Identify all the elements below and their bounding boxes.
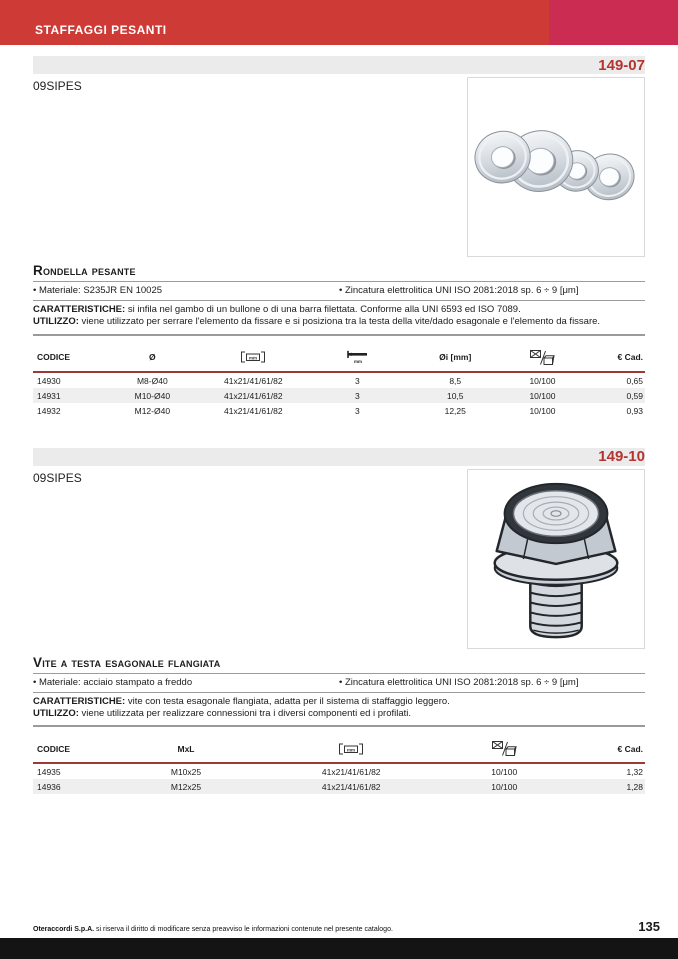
- product-row: [33, 469, 645, 649]
- table-cell: 10/100: [529, 405, 556, 416]
- column-header: Ø: [97, 343, 207, 372]
- table-cell: M12-Ø40: [134, 405, 171, 416]
- spec-bullets: [33, 282, 645, 301]
- table-row: [33, 372, 645, 388]
- table-header-row: [33, 343, 645, 372]
- svg-text:mm: mm: [354, 359, 363, 365]
- column-header-width-mm-icon: [266, 734, 437, 763]
- table-cell: 41x21/41/61/82: [224, 375, 283, 386]
- table-cell: 10/100: [491, 767, 518, 778]
- column-header-packaging-icon: [437, 734, 572, 763]
- table-cell: 1,32: [626, 767, 643, 778]
- footer-disclaimer: Oteraccordi S.p.A. si riserva il diritto di modificare senza preavviso le informazioni contenute nel presente catalogo.: [33, 926, 393, 933]
- ref-code: 149-07: [598, 56, 645, 74]
- description-block: [33, 301, 645, 336]
- table-row: [33, 403, 645, 418]
- table-cell: 12,25: [444, 405, 466, 416]
- ref-code: 149-10: [598, 448, 645, 466]
- coating-bullet: • Zincatura elettrolitica UNI ISO 2081:2018 sp. 6 ÷ 9 [μm]: [339, 282, 645, 300]
- table-cell: 41x21/41/61/82: [224, 390, 283, 401]
- ref-band: [33, 56, 645, 74]
- spec-bullets: [33, 674, 645, 693]
- ref-band: [33, 448, 645, 466]
- column-header: € Cad.: [590, 343, 645, 372]
- product-section-vite-flangiata: [33, 448, 645, 795]
- table-cell: 14930: [37, 375, 61, 386]
- table-row: [33, 763, 645, 779]
- column-header: CODICE: [33, 343, 97, 372]
- product-image-box: [467, 77, 645, 257]
- column-header: € Cad.: [572, 734, 645, 763]
- description-block: [33, 693, 645, 728]
- product-image-box: [467, 469, 645, 649]
- width-mm-icon: [240, 351, 266, 361]
- material-bullet: • Materiale: acciaio stampato a freddo: [33, 674, 339, 692]
- usage-paragraph: UTILIZZO: viene utilizzata per realizzare connessioni tra i diversi componenti ed i profilati.: [33, 708, 412, 720]
- column-header: Øi [mm]: [415, 343, 495, 372]
- table-cell: 1,28: [626, 782, 643, 793]
- table-cell: 3: [354, 375, 360, 386]
- table-cell: M12x25: [170, 782, 202, 793]
- table-cell: M8-Ø40: [136, 375, 168, 386]
- table-cell: 10/100: [491, 782, 518, 793]
- sku-label: 09SIPES: [33, 79, 82, 93]
- table-cell: 14935: [37, 767, 61, 778]
- page-content: [0, 56, 678, 794]
- width-mm-icon: [338, 743, 364, 753]
- svg-text:mm: mm: [347, 747, 356, 753]
- table-cell: 10/100: [529, 390, 556, 401]
- table-cell: 10/100: [529, 375, 556, 386]
- thickness-mm-icon: [345, 351, 369, 365]
- product-table: [33, 734, 645, 794]
- usage-paragraph: UTILIZZO: viene utilizzato per serrare l'elemento da fissare e si posiziona tra la testa della vite/dado esagonale e l'elemento da fissare.: [33, 316, 601, 328]
- section-title: Rondella pesante: [33, 263, 645, 282]
- table-row: [33, 779, 645, 794]
- washers-illustration: [468, 78, 644, 256]
- footer-black-bar: [0, 938, 678, 959]
- page-number: 135: [638, 919, 660, 934]
- company-name: Oteraccordi S.p.A.: [33, 926, 95, 933]
- column-header: MxL: [106, 734, 265, 763]
- product-section-rondella: [33, 56, 645, 418]
- table-cell: 0,59: [626, 390, 643, 401]
- column-header-packaging-icon: [495, 343, 590, 372]
- material-bullet: • Materiale: S235JR EN 10025: [33, 282, 339, 300]
- product-table: [33, 343, 645, 418]
- packaging-icon: [491, 743, 517, 753]
- packaging-icon: [529, 351, 555, 361]
- sku-label: 09SIPES: [33, 470, 82, 485]
- table-cell: 41x21/41/61/82: [321, 767, 381, 778]
- table-cell: 3: [354, 390, 360, 401]
- table-header-row: [33, 734, 645, 763]
- table-cell: 41x21/41/61/82: [321, 782, 381, 793]
- coating-bullet: • Zincatura elettrolitica UNI ISO 2081:2018 sp. 6 ÷ 9 [μm]: [339, 674, 645, 692]
- table-cell: 41x21/41/61/82: [224, 405, 283, 416]
- table-cell: 14932: [37, 405, 61, 416]
- section-title: Vite a testa esagonale flangiata: [33, 655, 645, 674]
- table-cell: 0,93: [626, 405, 643, 416]
- table-cell: 3: [354, 405, 360, 416]
- characteristics-paragraph: CARATTERISTICHE: si infila nel gambo di un bullone o di una barra filettata. Conforme alla UNI 6593 ed ISO 7089.: [33, 304, 521, 315]
- table-cell: 14936: [37, 782, 61, 793]
- table-row: [33, 388, 645, 403]
- table-cell: 0,65: [626, 375, 643, 386]
- table-cell: M10x25: [170, 767, 202, 778]
- table-cell: 10,5: [446, 390, 464, 401]
- category-header-bar: [0, 0, 678, 45]
- product-row: [33, 77, 645, 257]
- flange-bolt-illustration: [468, 470, 644, 648]
- table-cell: 14931: [37, 390, 61, 401]
- svg-text:mm: mm: [249, 355, 258, 361]
- column-header: CODICE: [33, 734, 106, 763]
- column-header-thickness-mm-icon: [299, 343, 415, 372]
- characteristics-paragraph: CARATTERISTICHE: vite con testa esagonale flangiata, adatta per il sistema di staffaggio leggero.: [33, 695, 450, 707]
- table-cell: 8,5: [449, 375, 462, 386]
- table-cell: M10-Ø40: [134, 390, 171, 401]
- column-header-width-mm-icon: [207, 343, 299, 372]
- category-title: STAFFAGGI PESANTI: [35, 23, 167, 37]
- page-footer: [33, 920, 660, 933]
